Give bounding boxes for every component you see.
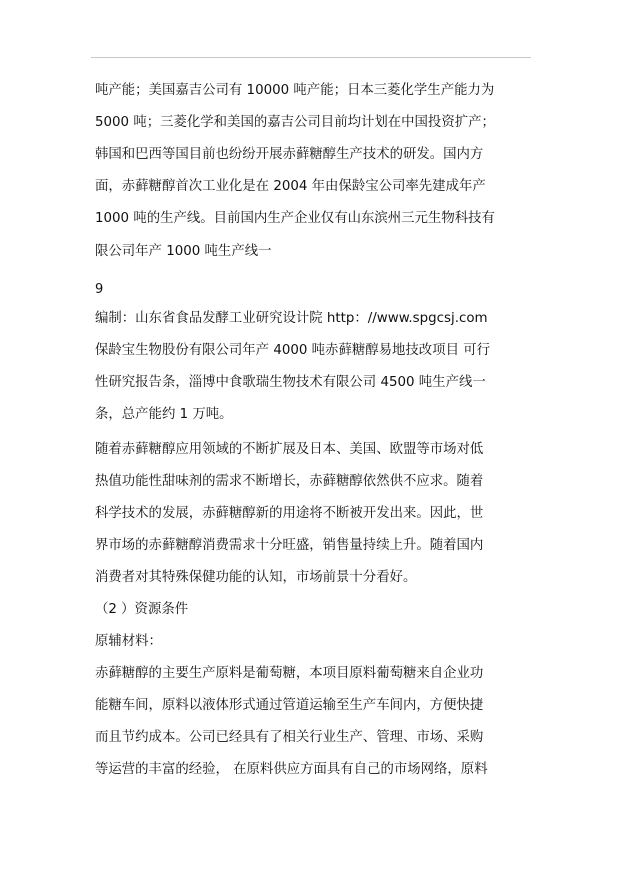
paragraph1-line-6: 限公司年产 1000 吨生产线一 — [95, 244, 272, 259]
paragraph3-line-1: 随着赤藓糖醇应用领域的不断扩展及日本、美国、欧盟等市场对低 — [95, 442, 484, 457]
paragraph1-line-3: 韩国和巴西等国目前也纷纷开展赤藓糖醇生产技术的研发。国内方 — [95, 147, 484, 162]
subheading: 原辅材料： — [95, 634, 162, 649]
paragraph3-line-2: 热值功能性甜味剂的需求不断增长，赤藓糖醇依然供不应求。随着 — [95, 474, 484, 489]
paragraph4-line-3: 而且节约成本。公司已经具有了相关行业生产、管理、市场、采购 — [95, 730, 484, 745]
paragraph2-line-3: 条，总产能约 1 万吨。 — [95, 407, 233, 422]
paragraph3-line-5: 消费者对其特殊保健功能的认知，市场前景十分看好。 — [95, 570, 417, 585]
header-rule — [91, 57, 531, 58]
editor-line: 编制：山东省食品发酵工业研究设计院 http：//www.spgcsj.com — [95, 311, 488, 326]
paragraph1-line-4: 面，赤藓糖醇首次工业化是在 2004 年由保龄宝公司率先建成年产 — [95, 179, 486, 194]
paragraph3-line-3: 科学技术的发展，赤藓糖醇新的用途将不断被开发出来。因此，世 — [95, 506, 484, 521]
paragraph4-line-1: 赤藓糖醇的主要生产原料是葡萄糖，本项目原料葡萄糖来自企业功 — [95, 666, 484, 681]
paragraph1-line-1: 吨产能；美国嘉吉公司有 10000 吨产能；日本三菱化学生产能力为 — [95, 83, 495, 98]
paragraph3-line-4: 界市场的赤藓糖醇消费需求十分旺盛，销售量持续上升。随着国内 — [95, 538, 484, 553]
paragraph1-line-5: 1000 吨的生产线。目前国内生产企业仅有山东滨州三元生物科技有 — [95, 211, 495, 226]
paragraph2-line-2: 性研究报告条，淄博中食歌瑞生物技术有限公司 4500 吨生产线一 — [95, 375, 486, 390]
paragraph4-line-4: 等运营的丰富的经验， 在原料供应方面具有自己的市场网络，原料 — [95, 762, 488, 777]
section-heading: （2 ）资源条件 — [95, 602, 189, 617]
paragraph2-line-1: 保龄宝生物股份有限公司年产 4000 吨赤藓糖醇易地技改项目 可行 — [95, 343, 491, 358]
page-number: 9 — [95, 282, 104, 297]
paragraph1-line-2: 5000 吨；三菱化学和美国的嘉吉公司目前均计划在中国投资扩产； — [95, 115, 495, 130]
paragraph4-line-2: 能糖车间，原料以液体形式通过管道运输至生产车间内，方便快捷 — [95, 698, 484, 713]
